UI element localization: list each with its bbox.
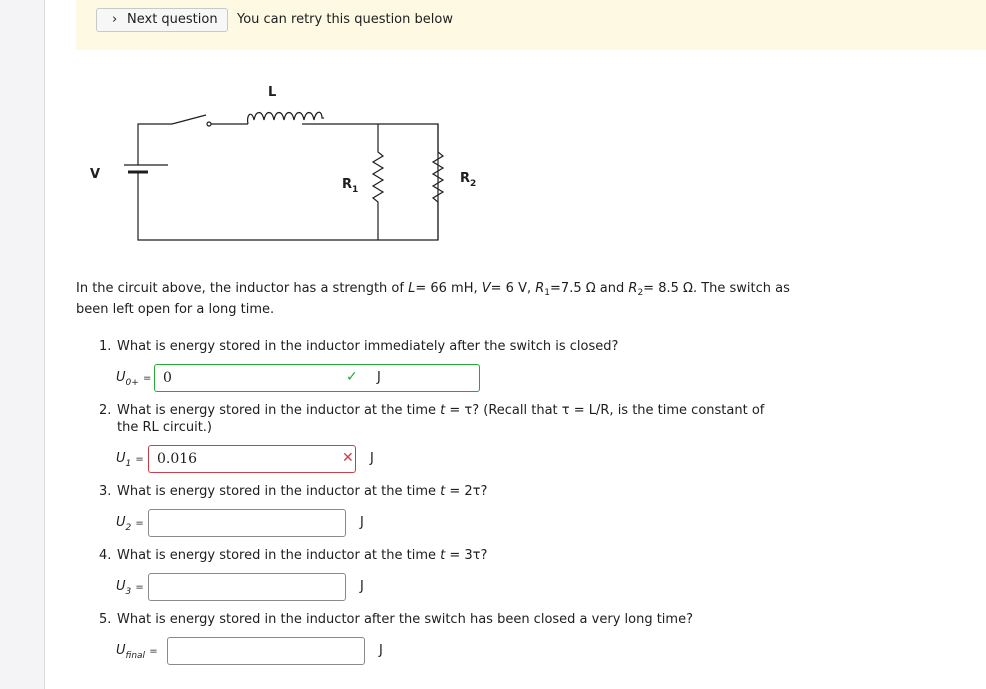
answer-label-5: $U_{final}$ =: [116, 643, 158, 661]
left-gutter: [0, 0, 45, 689]
question-2: 2. What is energy stored in the inductor at the time t = τ? (Recall that τ = L/R, is the time constant of the RL circuit.): [99, 403, 765, 435]
feedback-banner: [76, 0, 986, 50]
question-1: 1. What is energy stored in the inductor immediately after the switch is closed?: [99, 339, 619, 354]
next-question-label: Next question: [127, 12, 218, 27]
unit-label-3: J: [360, 515, 364, 530]
switch-arm: [172, 115, 206, 124]
next-question-button[interactable]: [96, 8, 228, 32]
correct-check-icon: ✓: [346, 369, 358, 385]
answer-row-3: [116, 509, 406, 537]
answer-input-5[interactable]: [167, 637, 365, 665]
circuit-wire-left: [138, 124, 172, 165]
answer-row-5: [116, 637, 406, 665]
answer-label-4: $U_3$ =: [116, 579, 144, 597]
unit-label-1: J: [377, 370, 381, 385]
chevron-right-icon: ›: [112, 12, 118, 27]
answer-row-1: [116, 364, 406, 392]
answer-row-4: [116, 573, 406, 601]
answer-input-2[interactable]: 0.016: [148, 445, 356, 473]
question-4: 4. What is energy stored in the inductor at the time t = 3τ?: [99, 548, 488, 563]
answer-label-2: $U_1$ =: [116, 451, 144, 469]
circuit-wire-top: [138, 124, 438, 240]
answer-input-1[interactable]: 0: [154, 364, 480, 392]
answer-label-1: $U_{0+}$ =: [116, 370, 152, 388]
circuit-diagram: [76, 72, 496, 252]
answer-input-3[interactable]: [148, 509, 346, 537]
voltage-label: V: [90, 167, 101, 182]
answer-row-2: [116, 445, 406, 473]
inductor-coil: [248, 112, 324, 124]
question-5: 5. What is energy stored in the inductor after the switch has been closed a very long time?: [99, 612, 693, 627]
problem-statement: In the circuit above, the inductor has a strength of L= 66 mH, V= 6 V, $R_1=7.5$ Ω and $R_2= 8.5$ Ω. The switch as been left open for a long time.: [76, 281, 790, 317]
resistor-r1: [373, 124, 383, 240]
answer-input-4[interactable]: [148, 573, 346, 601]
unit-label-5: J: [379, 643, 383, 658]
question-3: 3. What is energy stored in the inductor at the time t = 2τ?: [99, 484, 488, 499]
inductor-label: L: [268, 85, 277, 100]
unit-label-2: J: [370, 451, 374, 466]
retry-message: You can retry this question below: [237, 12, 453, 27]
incorrect-x-icon: ✕: [342, 450, 354, 466]
answer-label-3: $U_2$ =: [116, 515, 144, 533]
unit-label-4: J: [360, 579, 364, 594]
r1-label: $R_1$: [342, 177, 359, 195]
switch-contact: [207, 122, 211, 126]
r2-label: $R_2$: [460, 171, 477, 189]
